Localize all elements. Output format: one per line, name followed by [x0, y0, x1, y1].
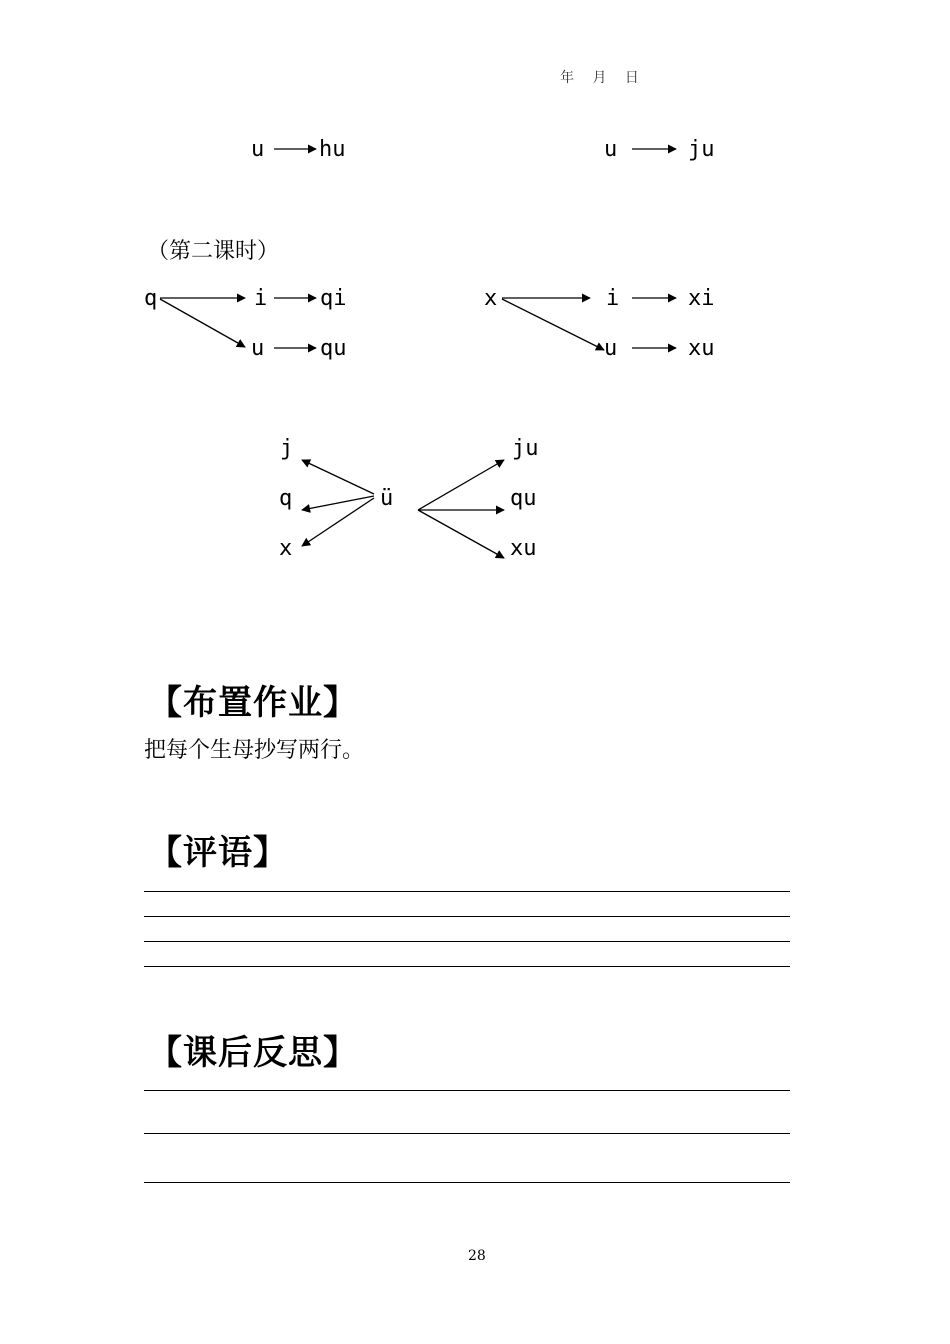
lesson-label: （第二课时） [147, 239, 280, 264]
x-result-xi: xi [688, 286, 715, 311]
reflection-line [144, 1182, 790, 1183]
x-vowel-i: i [606, 286, 620, 311]
reflection-line [144, 1090, 790, 1091]
arrow-umlaut-q [302, 496, 374, 510]
page-number: 28 [468, 1248, 486, 1264]
q-result-qu: qu [320, 336, 347, 361]
reflection-line [144, 1133, 790, 1134]
q-vowel-u: u [251, 336, 265, 361]
comment-line [144, 966, 790, 967]
q-result-qi: qi [320, 286, 347, 311]
umlaut-initial-q: q [279, 486, 293, 511]
umlaut-result-qu: qu [510, 486, 537, 511]
umlaut-center: ü [380, 486, 394, 511]
arrow-umlaut-j [302, 460, 374, 494]
umlaut-result-ju: ju [512, 436, 539, 461]
x-vowel-u: u [604, 336, 618, 361]
arrow-x-u [502, 299, 604, 350]
top-right-result: ju [688, 137, 715, 162]
comments-heading: 【评语】 [148, 833, 288, 873]
arrow-umlaut-ju [418, 460, 504, 510]
arrow-umlaut-x [302, 498, 374, 546]
comment-line [144, 891, 790, 892]
arrow-umlaut-xu [418, 510, 504, 558]
x-result-xu: xu [688, 336, 715, 361]
q-initial: q [144, 286, 158, 311]
x-initial: x [484, 286, 498, 311]
q-vowel-i: i [254, 286, 268, 311]
arrow-q-u [160, 299, 245, 347]
umlaut-initial-x: x [279, 536, 293, 561]
top-left-vowel: u [251, 137, 265, 162]
top-left-result: hu [319, 137, 346, 162]
umlaut-initial-j: j [280, 436, 294, 461]
top-right-vowel: u [604, 137, 618, 162]
reflection-heading: 【课后反思】 [148, 1033, 358, 1073]
comment-line [144, 916, 790, 917]
homework-heading: 【布置作业】 [148, 683, 358, 723]
homework-text: 把每个生母抄写两行。 [144, 738, 365, 763]
umlaut-result-xu: xu [510, 536, 537, 561]
date-line: 年 月 日 [560, 70, 639, 86]
comment-line [144, 941, 790, 942]
